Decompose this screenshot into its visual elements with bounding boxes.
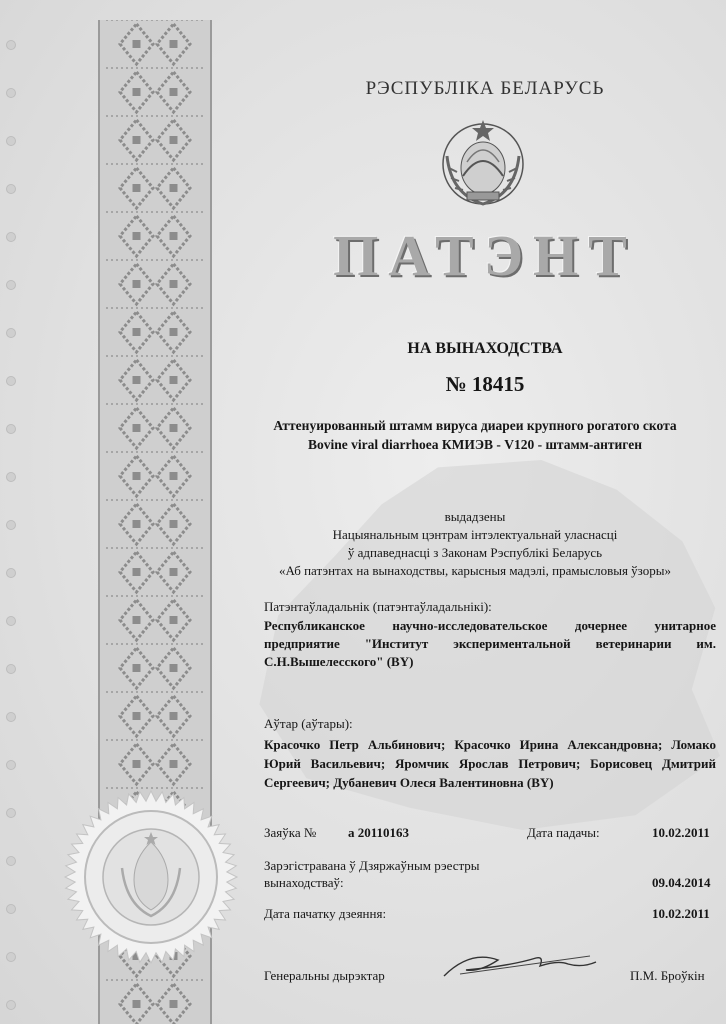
signatory-title: Генеральны дырэктар: [264, 968, 385, 983]
authors-value: Красочко Петр Альбинович; Красочко Ирина Александровна; Ломако Юрий Васильевич; Яромчик Ярослав Петрович; Борисовец Дмитрий Сергеевич; Дубаневич Олеся Валентиновна (BY): [264, 737, 716, 790]
perforation-hole: [6, 712, 16, 722]
issued-by-line-2: Нацыянальным цэнтрам інтэлектуальнай уласнасці: [332, 527, 618, 542]
ornament-center: [133, 1000, 141, 1008]
perforation-hole: [6, 232, 16, 242]
ornament-center: [133, 88, 141, 96]
embossed-seal: [62, 788, 240, 966]
ornament-center: [133, 280, 141, 288]
ornament-center: [133, 328, 141, 336]
perforation-hole: [6, 664, 16, 674]
state-emblem-icon: [437, 116, 529, 210]
ornament-center: [170, 760, 178, 768]
ornament-center: [133, 760, 141, 768]
ornament-center: [133, 568, 141, 576]
perforation-hole: [6, 136, 16, 146]
ornament-center: [170, 184, 178, 192]
perforation-hole: [6, 856, 16, 866]
perforation-hole: [6, 40, 16, 50]
perforation-hole: [6, 568, 16, 578]
ornament-center: [133, 40, 141, 48]
ornament-center: [170, 376, 178, 384]
republic-heading: РЭСПУБЛІКА БЕЛАРУСЬ: [365, 78, 605, 99]
signature: [440, 946, 600, 982]
registration-label-line-1: Зарэгістравана ў Дзяржаўным рэестры: [264, 858, 480, 873]
ornament-center: [133, 472, 141, 480]
filing-date-label: Дата падачы:: [527, 825, 600, 840]
ornament-center: [170, 664, 178, 672]
ornament-center: [133, 136, 141, 144]
owner-label: Патэнтаўладальнік (патэнтаўладальнікі):: [264, 599, 492, 614]
issued-by-block: [230, 508, 720, 580]
ornament-center: [170, 568, 178, 576]
ornament-center: [133, 712, 141, 720]
perforation-hole: [6, 952, 16, 962]
perforated-edge: [0, 0, 30, 1024]
registration-date: 09.04.2014: [652, 875, 711, 890]
authors-label: Аўтар (аўтары):: [264, 716, 353, 731]
perforation-hole: [6, 184, 16, 194]
ornament-center: [170, 424, 178, 432]
perforation-hole: [6, 760, 16, 770]
ornament-center: [133, 424, 141, 432]
perforation-hole: [6, 376, 16, 386]
ornament-center: [170, 1000, 178, 1008]
ornament-center: [133, 664, 141, 672]
registration-label-line-2: вынаходстваў:: [264, 875, 344, 890]
signatory-name: П.М. Броўкін: [630, 968, 705, 983]
perforation-hole: [6, 472, 16, 482]
ornament-center: [133, 520, 141, 528]
ornament-center: [133, 232, 141, 240]
perforation-hole: [6, 616, 16, 626]
invention-title-line-2: Bovine viral diarrhoea КМИЭВ - V120 - штамм-антиген: [307, 437, 643, 452]
ornament-center: [170, 88, 178, 96]
issued-by-line-3: ў адпаведнасці з Законам Рэспублікі Беларусь: [347, 545, 603, 560]
ornament-center: [133, 616, 141, 624]
ornament-center: [133, 184, 141, 192]
start-date-label: Дата пачатку дзеяння:: [264, 906, 387, 921]
owner-value: Республиканское научно-исследовательское дочернее унитарное предприятие "Институт экспериментальной ветеринарии им. С.Н.Вышелесского" (BY): [264, 618, 716, 669]
perforation-hole: [6, 280, 16, 290]
issued-by-line-1: выдадзены: [444, 509, 506, 524]
ornament-center: [170, 232, 178, 240]
ornament-center: [170, 136, 178, 144]
issued-by-line-4: «Аб патэнтах на вынаходствы, карысныя мадэлі, прамысловыя ўзоры»: [279, 563, 671, 578]
ornament-center: [170, 520, 178, 528]
ornament-center: [133, 376, 141, 384]
application-label: Заяўка №: [264, 825, 317, 840]
patent-category: НА ВЫНАХОДСТВА: [407, 340, 563, 357]
ornament-center: [170, 280, 178, 288]
perforation-hole: [6, 904, 16, 914]
start-date: 10.02.2011: [652, 906, 710, 921]
perforation-hole: [6, 88, 16, 98]
invention-title-line-1: Аттенуированный штамм вируса диареи крупного рогатого скота: [273, 418, 677, 433]
application-number: а 20110163: [348, 825, 410, 840]
registration-label: [264, 857, 480, 891]
perforation-hole: [6, 328, 16, 338]
ornament-center: [170, 712, 178, 720]
patent-number: № 18415: [445, 372, 525, 396]
perforation-hole: [6, 520, 16, 530]
perforation-hole: [6, 808, 16, 818]
perforation-hole: [6, 1000, 16, 1010]
ornament-center: [170, 472, 178, 480]
document-title: ПАТЭНТ: [333, 223, 637, 288]
filing-date: 10.02.2011: [652, 825, 710, 840]
ornament-center: [170, 328, 178, 336]
perforation-hole: [6, 424, 16, 434]
ornament-center: [170, 616, 178, 624]
ornament-center: [170, 40, 178, 48]
